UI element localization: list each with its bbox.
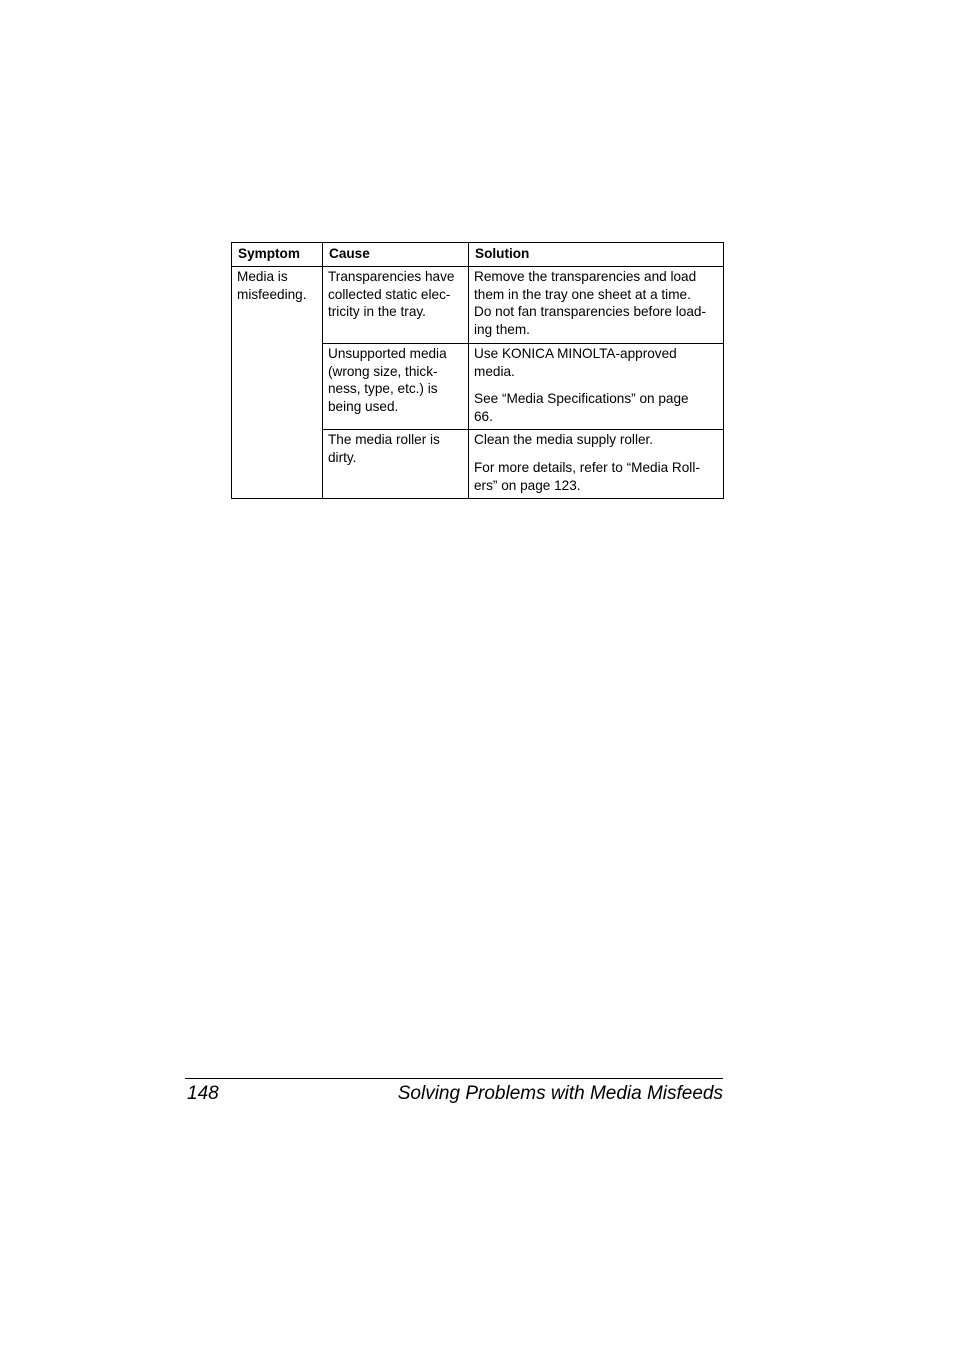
solution-text: See “Media Specifications” on page 66. bbox=[474, 391, 689, 424]
cause-cell bbox=[323, 344, 469, 430]
symptom-text: Media is misfeeding. bbox=[237, 269, 307, 302]
solution-text: Use KONICA MINOLTA-approved media. bbox=[474, 346, 677, 379]
solution-text: For more details, refer to “Media Roll- ers” on page 123. bbox=[474, 459, 700, 493]
solution-cell bbox=[469, 267, 724, 344]
table-header-row bbox=[232, 243, 724, 267]
solution-text: Remove the transparencies and load them in the tray one sheet at a time. Do not fan transparencies before load- ing them. bbox=[474, 269, 706, 337]
page-number: 148 bbox=[187, 1083, 219, 1104]
cause-cell bbox=[323, 430, 469, 499]
cause-text: Transparencies have collected static elec- tricity in the tray. bbox=[328, 269, 455, 320]
troubleshooting-table bbox=[231, 242, 724, 499]
header-symptom: Symptom bbox=[232, 243, 323, 267]
header-cause: Cause bbox=[323, 243, 469, 267]
footer-section-title: Solving Problems with Media Misfeeds bbox=[397, 1083, 723, 1104]
solution-text: Clean the media supply roller. bbox=[474, 432, 654, 448]
cause-text: The media roller is dirty. bbox=[328, 432, 440, 465]
cause-text: Unsupported media (wrong size, thick- ness, type, etc.) is being used. bbox=[328, 346, 447, 414]
symptom-cell bbox=[232, 267, 323, 499]
table-row bbox=[232, 267, 724, 344]
header-solution: Solution bbox=[469, 243, 724, 267]
footer-divider bbox=[185, 1078, 723, 1079]
cause-cell bbox=[323, 267, 469, 344]
solution-cell bbox=[469, 344, 724, 430]
solution-cell bbox=[469, 430, 724, 499]
